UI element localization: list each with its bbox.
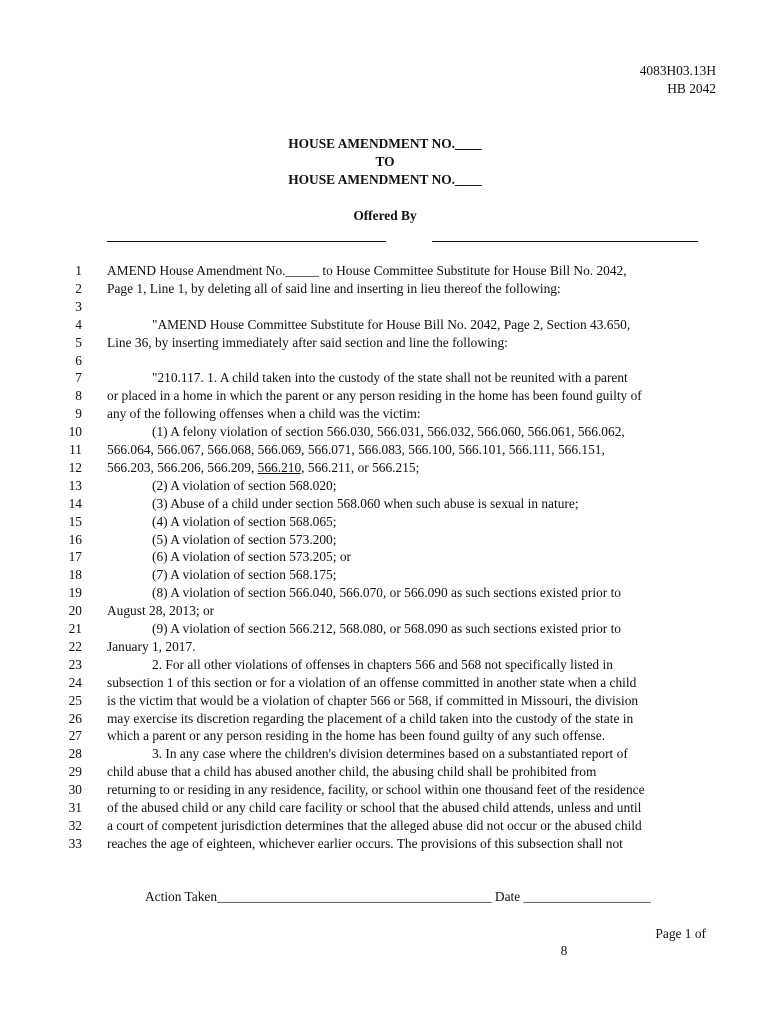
document-line — [0, 817, 770, 835]
line-text: or placed in a home in which the parent or any person residing in the home has been found guilty of — [107, 388, 642, 404]
amendment-title-to: TO — [375, 154, 395, 169]
line-number: 10 — [68, 424, 82, 440]
line-text: reaches the age of eighteen, whichever earlier occurs. The provisions of this subsection shall not — [107, 835, 623, 851]
line-text: 3. In any case where the children's division determines based on a substantiated report of — [152, 746, 628, 762]
line-number: 31 — [68, 800, 82, 815]
line-text: child abuse that a child has abused another child, the abusing child shall be prohibited from — [107, 764, 597, 780]
offered-by-label: Offered By — [353, 208, 417, 223]
line-text: subsection 1 of this section or for a violation of an offense committed in another state when a child — [107, 674, 637, 690]
document-line — [0, 548, 770, 566]
line-text: a court of competent jurisdiction determines that the alleged abuse did not occur or the abused child — [107, 817, 642, 833]
document-line — [0, 799, 770, 817]
line-number: 23 — [68, 656, 82, 672]
line-text: (7) A violation of section 568.175; — [152, 567, 337, 583]
line-number: 15 — [68, 513, 82, 529]
document-line — [0, 763, 770, 781]
line-number: 19 — [68, 585, 82, 601]
line-number: 11 — [69, 442, 82, 457]
document-line — [0, 459, 770, 477]
line-text: any of the following offenses when a child was the victim: — [107, 406, 421, 422]
line-text: "AMEND House Committee Substitute for House Bill No. 2042, Page 2, Section 43.650, — [152, 316, 631, 332]
line-text: 2. For all other violations of offenses in chapters 566 and 568 not specifically listed in — [152, 656, 613, 672]
document-line — [0, 602, 770, 620]
signature-line-left — [107, 241, 386, 242]
line-number: 4 — [75, 316, 82, 332]
line-text: (5) A violation of section 573.200; — [152, 531, 337, 547]
line-text: January 1, 2017. — [107, 638, 196, 654]
line-text: of the abused child or any child care facility or school that the abused child attends, unless and until — [107, 800, 642, 815]
document-line — [0, 727, 770, 745]
bill-number: HB 2042 — [667, 81, 716, 96]
document-line — [0, 566, 770, 584]
line-text: Page 1, Line 1, by deleting all of said line and inserting in lieu thereof the following: — [107, 280, 561, 296]
document-line — [0, 334, 770, 352]
document-line — [0, 405, 770, 423]
line-text: returning to or residing in any residence, facility, or school within one thousand feet of the residence — [107, 782, 645, 798]
line-number: 8 — [75, 388, 82, 404]
line-number: 22 — [68, 638, 82, 654]
document-line — [0, 835, 770, 853]
line-text: (2) A violation of section 568.020; — [152, 477, 337, 493]
signature-line-right — [432, 241, 698, 242]
line-text: is the victim that would be a violation of chapter 566 or 568, if committed in Missouri, the division — [107, 692, 639, 708]
amendment-title-target: HOUSE AMENDMENT NO.____ — [288, 172, 482, 187]
line-text: Line 36, by inserting immediately after said section and line the following: — [107, 334, 508, 350]
document-line — [0, 620, 770, 638]
line-text: (4) A violation of section 568.065; — [152, 513, 337, 529]
document-line — [0, 316, 770, 334]
line-text: may exercise its discretion regarding the placement of a child taken into the custody of the state in — [107, 710, 634, 726]
line-number: 32 — [68, 817, 82, 833]
document-line — [0, 441, 770, 459]
document-line — [0, 710, 770, 728]
line-number: 1 — [75, 263, 82, 278]
line-number: 12 — [68, 459, 82, 475]
line-number: 20 — [68, 603, 82, 619]
line-number: 25 — [68, 692, 82, 708]
line-text: "210.117. 1. A child taken into the custody of the state shall not be reunited with a parent — [152, 370, 628, 386]
line-number: 18 — [68, 567, 82, 583]
line-number: 7 — [75, 370, 82, 386]
document-line — [0, 262, 770, 280]
document-line — [0, 531, 770, 549]
line-text: which a parent or any person residing in the home has been found guilty of any such offense. — [107, 728, 606, 744]
amendment-title: HOUSE AMENDMENT NO.____ — [288, 136, 482, 151]
line-text: (1) A felony violation of section 566.030, 566.031, 566.032, 566.060, 566.061, 566.062, — [152, 424, 625, 440]
document-line — [0, 745, 770, 763]
line-text-segment: 566.203, 566.206, 566.209, — [107, 459, 258, 475]
document-line — [0, 513, 770, 531]
line-number: 27 — [68, 728, 82, 744]
line-number: 2 — [75, 280, 82, 296]
line-text: (6) A violation of section 573.205; or — [152, 549, 351, 565]
line-number: 16 — [68, 531, 82, 547]
line-text: August 28, 2013; or — [107, 603, 215, 619]
document-line — [0, 298, 770, 316]
document-line — [0, 477, 770, 495]
line-number: 29 — [68, 764, 82, 780]
document-line — [0, 638, 770, 656]
line-text: (8) A violation of section 566.040, 566.070, or 566.090 as such sections existed prior to — [152, 585, 621, 601]
document-line — [0, 781, 770, 799]
line-text: AMEND House Amendment No._____ to House Committee Substitute for House Bill No. 2042, — [107, 263, 627, 278]
document-line — [0, 423, 770, 441]
line-number: 30 — [68, 782, 82, 798]
document-line — [0, 369, 770, 387]
line-number: 14 — [68, 495, 82, 511]
line-number: 5 — [75, 334, 82, 350]
page-total: 8 — [560, 943, 568, 958]
document-line — [0, 674, 770, 692]
action-taken-line: Action Taken_________________________________________ Date ___________________ — [145, 889, 651, 904]
line-text: 566.064, 566.067, 566.068, 566.069, 566.071, 566.083, 566.100, 566.101, 566.111, 566.151, — [107, 442, 605, 457]
line-number: 33 — [68, 835, 82, 851]
line-number: 21 — [68, 621, 82, 636]
line-number: 9 — [75, 406, 82, 422]
line-number: 28 — [68, 746, 82, 762]
line-number: 24 — [68, 674, 82, 690]
line-text: (9) A violation of section 566.212, 568.080, or 568.090 as such sections existed prior to — [152, 621, 621, 636]
document-line — [0, 692, 770, 710]
line-number: 17 — [68, 549, 82, 565]
line-text — [107, 459, 717, 477]
document-line — [0, 352, 770, 370]
document-line — [0, 656, 770, 674]
document-line — [0, 495, 770, 513]
document-line — [0, 584, 770, 602]
page-label: Page 1 of — [655, 926, 706, 941]
document-line — [0, 387, 770, 405]
document-line — [0, 280, 770, 298]
underlined-section-number: 566.210, — [257, 459, 305, 475]
line-text-segment: 566.211, or 566.215; — [304, 459, 420, 475]
line-text: (3) Abuse of a child under section 568.060 when such abuse is sexual in nature; — [152, 495, 579, 511]
line-number: 13 — [68, 477, 82, 493]
document-code: 4083H03.13H — [639, 63, 716, 78]
line-number: 6 — [75, 352, 82, 368]
line-number: 3 — [75, 298, 82, 314]
line-number: 26 — [68, 710, 82, 726]
